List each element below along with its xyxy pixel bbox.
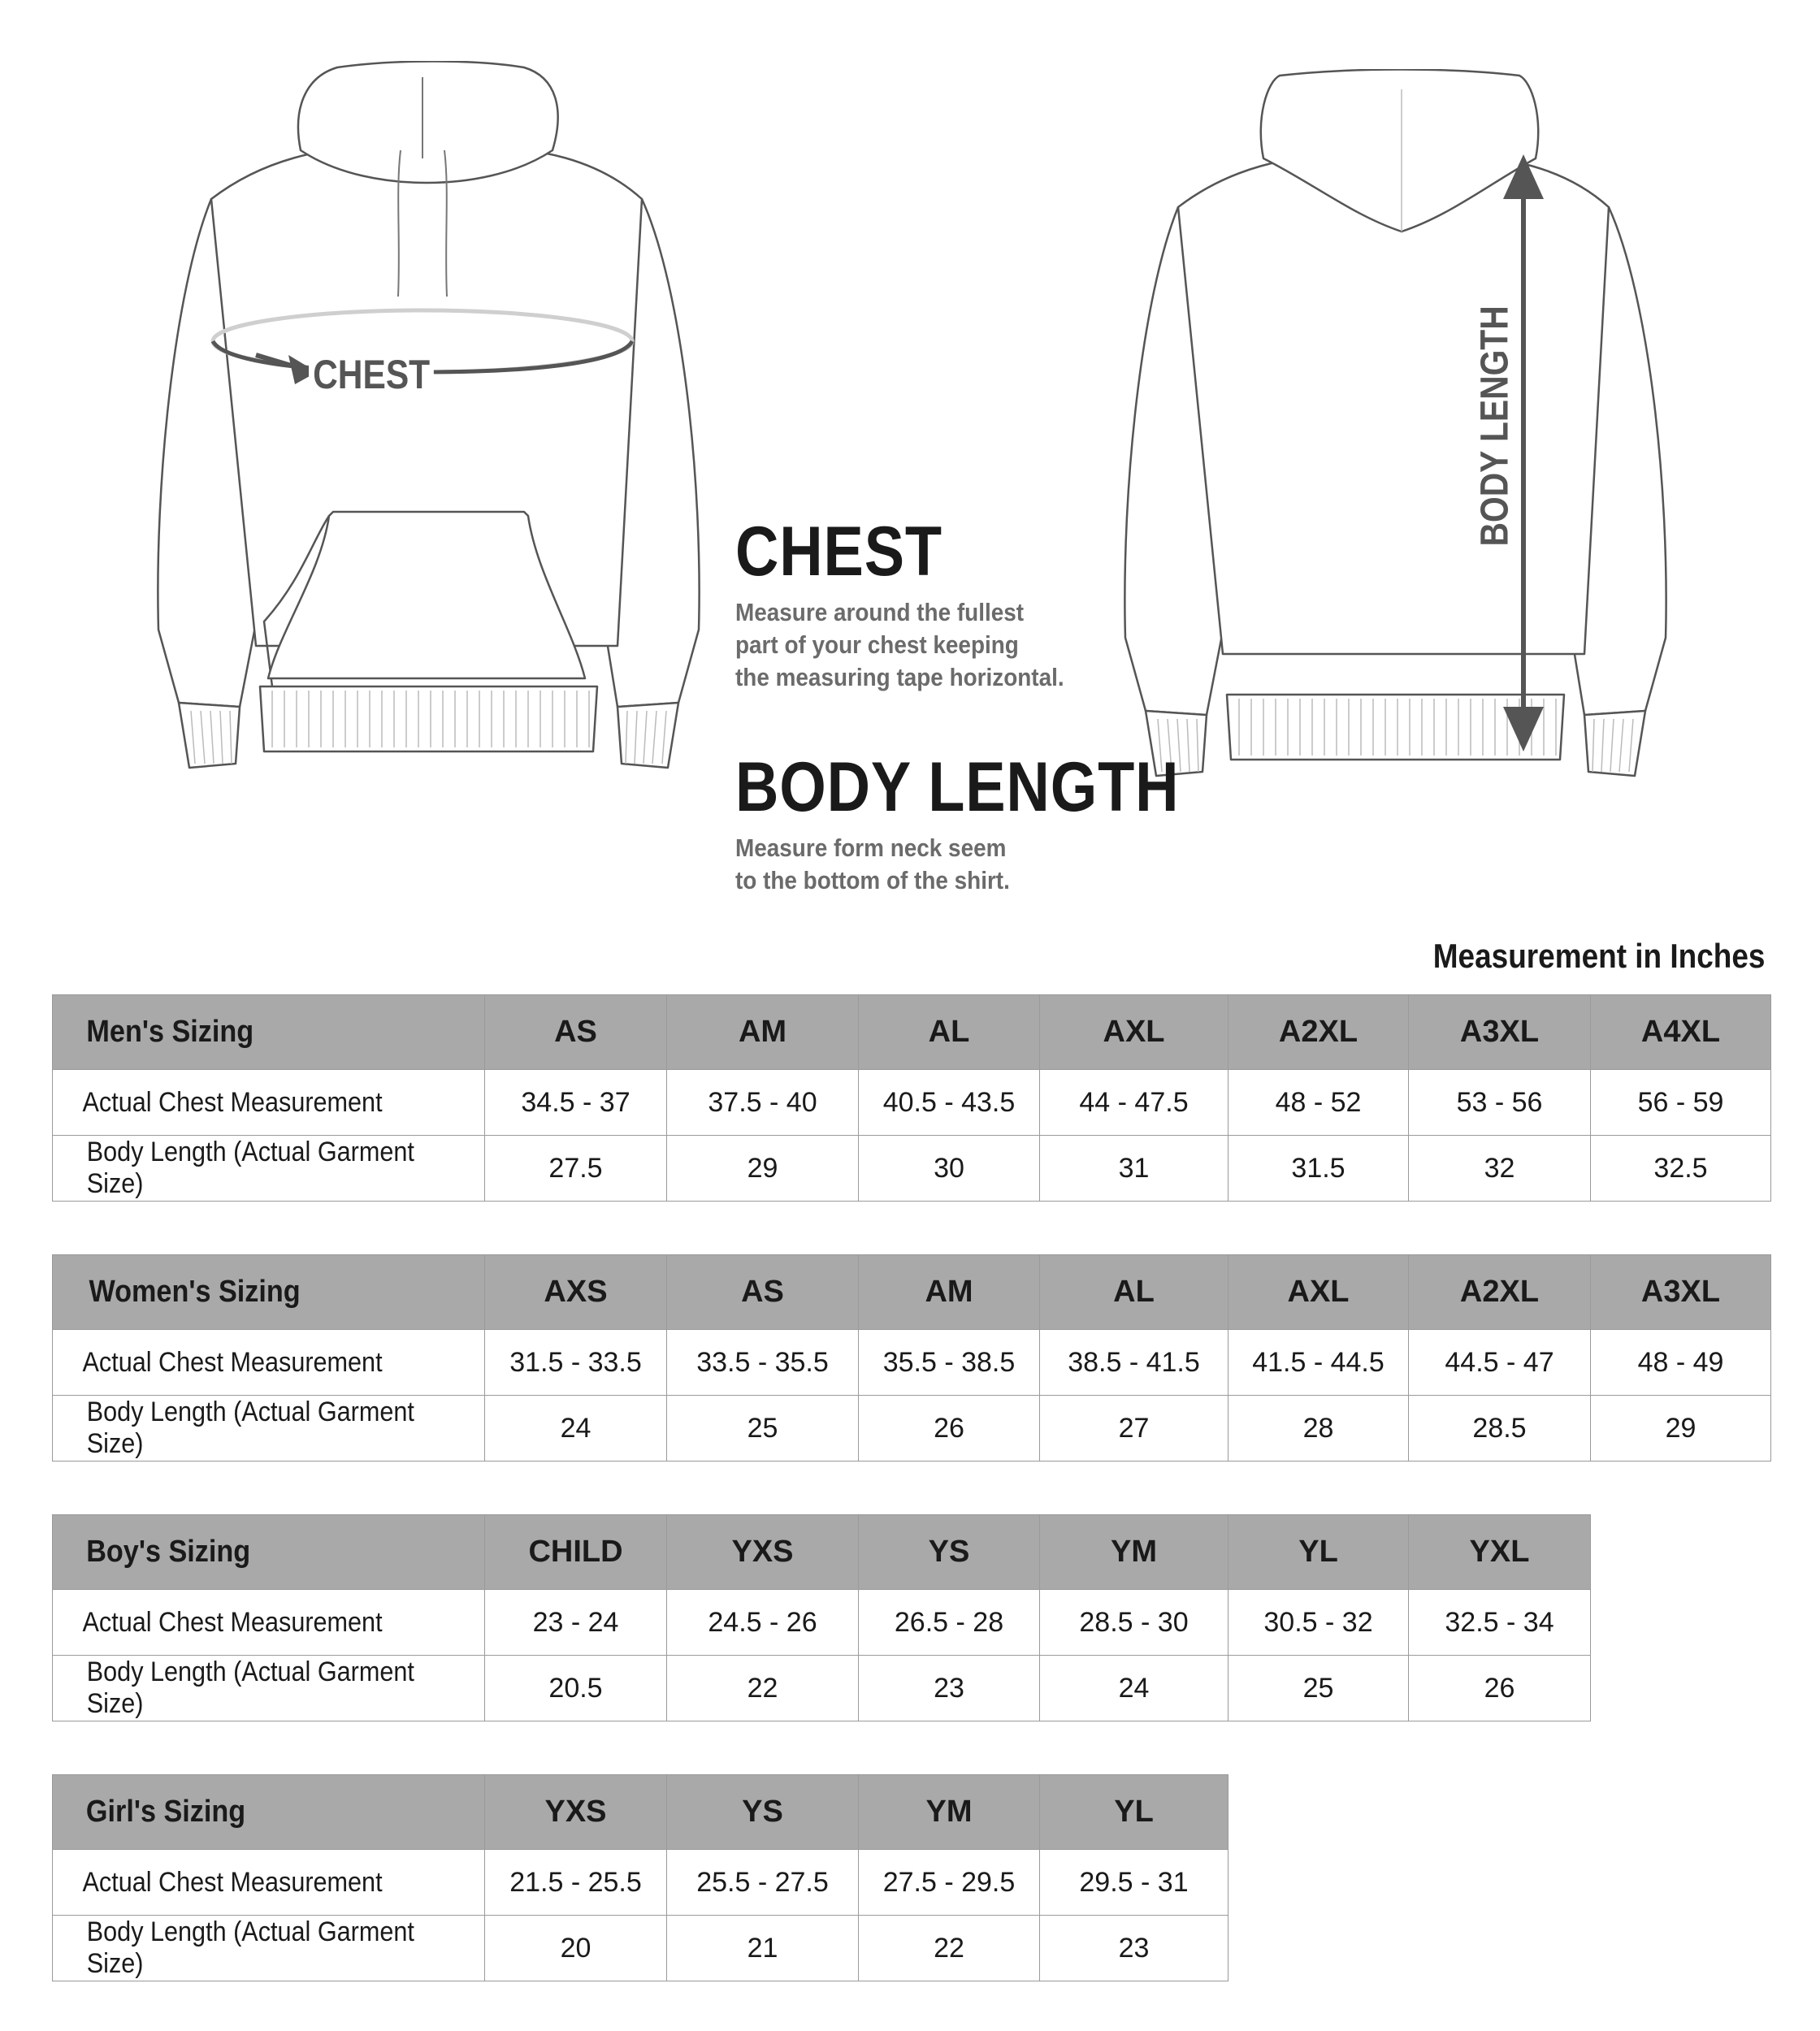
table-cell: 28 <box>1228 1396 1409 1462</box>
size-header: A2XL <box>1409 1255 1591 1330</box>
table-cell: 32.5 <box>1591 1136 1771 1202</box>
table-cell: 32.5 - 34 <box>1409 1590 1591 1656</box>
table-cell: 21 <box>667 1916 859 1981</box>
table-cell: 56 - 59 <box>1591 1070 1771 1136</box>
row-label: Actual Chest Measurement <box>53 1590 485 1656</box>
table-header-row <box>53 1775 1228 1850</box>
size-header: YL <box>1040 1775 1228 1850</box>
measurement-unit-note: Measurement in Inches <box>1432 937 1765 975</box>
table-cell: 28.5 <box>1409 1396 1591 1462</box>
table-cell: 20.5 <box>485 1656 667 1721</box>
table-cell: 27 <box>1040 1396 1228 1462</box>
table-cell: 25 <box>1228 1656 1409 1721</box>
table-title: Boy's Sizing <box>53 1515 485 1590</box>
table-cell: 30 <box>859 1136 1040 1202</box>
size-header: AS <box>485 995 667 1070</box>
table-cell: 23 <box>859 1656 1040 1721</box>
table-row <box>53 1850 1228 1916</box>
table-header-row <box>53 1255 1771 1330</box>
row-label: Body Length (Actual Garment Size) <box>53 1136 485 1202</box>
row-label: Actual Chest Measurement <box>53 1070 485 1136</box>
size-header: A2XL <box>1228 995 1409 1070</box>
size-header: A4XL <box>1591 995 1771 1070</box>
table-cell: 31 <box>1040 1136 1228 1202</box>
body-length-description: Measure form neck seem to the bottom of the shirt. <box>735 834 1010 894</box>
girls-sizing-table <box>52 1774 1228 1981</box>
size-header: AXL <box>1040 995 1228 1070</box>
hoodie-back-illustration <box>1109 69 1694 784</box>
chest-description: Measure around the fullest part of your chest keeping the measuring tape horizontal. <box>735 598 1064 691</box>
table-cell: 30.5 - 32 <box>1228 1590 1409 1656</box>
row-label: Body Length (Actual Garment Size) <box>53 1396 485 1462</box>
size-header: AM <box>667 995 859 1070</box>
table-header-row <box>53 1515 1591 1590</box>
table-row <box>53 1330 1771 1396</box>
size-header: YL <box>1228 1515 1409 1590</box>
table-cell: 24 <box>485 1396 667 1462</box>
table-row <box>53 1136 1771 1202</box>
table-cell: 29.5 - 31 <box>1040 1850 1228 1916</box>
table-cell: 37.5 - 40 <box>667 1070 859 1136</box>
boys-sizing-table <box>52 1514 1591 1721</box>
size-header: AXL <box>1228 1255 1409 1330</box>
size-header: YM <box>859 1775 1040 1850</box>
table-title: Girl's Sizing <box>53 1775 485 1850</box>
size-header: AL <box>859 995 1040 1070</box>
table-cell: 26 <box>1409 1656 1591 1721</box>
table-cell: 28.5 - 30 <box>1040 1590 1228 1656</box>
body-length-title: BODY LENGTH <box>735 748 1180 826</box>
table-cell: 23 <box>1040 1916 1228 1981</box>
body-length-arrow-label: BODY LENGTH <box>1473 305 1517 547</box>
size-header: AL <box>1040 1255 1228 1330</box>
table-cell: 25 <box>667 1396 859 1462</box>
table-title: Women's Sizing <box>53 1255 485 1330</box>
table-cell: 31.5 - 33.5 <box>485 1330 667 1396</box>
table-row <box>53 1916 1228 1981</box>
size-header: AS <box>667 1255 859 1330</box>
table-row <box>53 1070 1771 1136</box>
table-cell: 26 <box>859 1396 1040 1462</box>
chest-tape-label: CHEST <box>309 351 434 398</box>
table-cell: 35.5 - 38.5 <box>859 1330 1040 1396</box>
table-cell: 33.5 - 35.5 <box>667 1330 859 1396</box>
table-cell: 48 - 52 <box>1228 1070 1409 1136</box>
row-label: Actual Chest Measurement <box>53 1330 485 1396</box>
table-cell: 40.5 - 43.5 <box>859 1070 1040 1136</box>
size-header: YS <box>667 1775 859 1850</box>
size-header: YXS <box>667 1515 859 1590</box>
table-cell: 48 - 49 <box>1591 1330 1771 1396</box>
table-cell: 38.5 - 41.5 <box>1040 1330 1228 1396</box>
table-cell: 27.5 <box>485 1136 667 1202</box>
table-cell: 26.5 - 28 <box>859 1590 1040 1656</box>
row-label: Actual Chest Measurement <box>53 1850 485 1916</box>
row-label: Body Length (Actual Garment Size) <box>53 1916 485 1981</box>
table-row <box>53 1656 1591 1721</box>
table-cell: 27.5 - 29.5 <box>859 1850 1040 1916</box>
chest-title: CHEST <box>735 513 942 591</box>
table-cell: 25.5 - 27.5 <box>667 1850 859 1916</box>
size-header: A3XL <box>1409 995 1591 1070</box>
table-cell: 24.5 - 26 <box>667 1590 859 1656</box>
table-cell: 32 <box>1409 1136 1591 1202</box>
row-label: Body Length (Actual Garment Size) <box>53 1656 485 1721</box>
size-header: AM <box>859 1255 1040 1330</box>
size-header: CHILD <box>485 1515 667 1590</box>
table-cell: 41.5 - 44.5 <box>1228 1330 1409 1396</box>
table-cell: 23 - 24 <box>485 1590 667 1656</box>
mens-sizing-table <box>52 994 1771 1202</box>
table-cell: 53 - 56 <box>1409 1070 1591 1136</box>
table-cell: 29 <box>1591 1396 1771 1462</box>
table-row <box>53 1590 1591 1656</box>
table-cell: 22 <box>667 1656 859 1721</box>
hoodie-front-illustration <box>142 61 727 776</box>
size-header: YXL <box>1409 1515 1591 1590</box>
table-row <box>53 1396 1771 1462</box>
size-header: YM <box>1040 1515 1228 1590</box>
size-header: YXS <box>485 1775 667 1850</box>
womens-sizing-table <box>52 1254 1771 1462</box>
table-cell: 21.5 - 25.5 <box>485 1850 667 1916</box>
table-cell: 20 <box>485 1916 667 1981</box>
table-cell: 22 <box>859 1916 1040 1981</box>
table-cell: 44 - 47.5 <box>1040 1070 1228 1136</box>
size-header: A3XL <box>1591 1255 1771 1330</box>
table-cell: 44.5 - 47 <box>1409 1330 1591 1396</box>
size-header: YS <box>859 1515 1040 1590</box>
table-cell: 24 <box>1040 1656 1228 1721</box>
table-header-row <box>53 995 1771 1070</box>
size-header: AXS <box>485 1255 667 1330</box>
table-cell: 29 <box>667 1136 859 1202</box>
table-cell: 34.5 - 37 <box>485 1070 667 1136</box>
table-title: Men's Sizing <box>53 995 485 1070</box>
table-cell: 31.5 <box>1228 1136 1409 1202</box>
